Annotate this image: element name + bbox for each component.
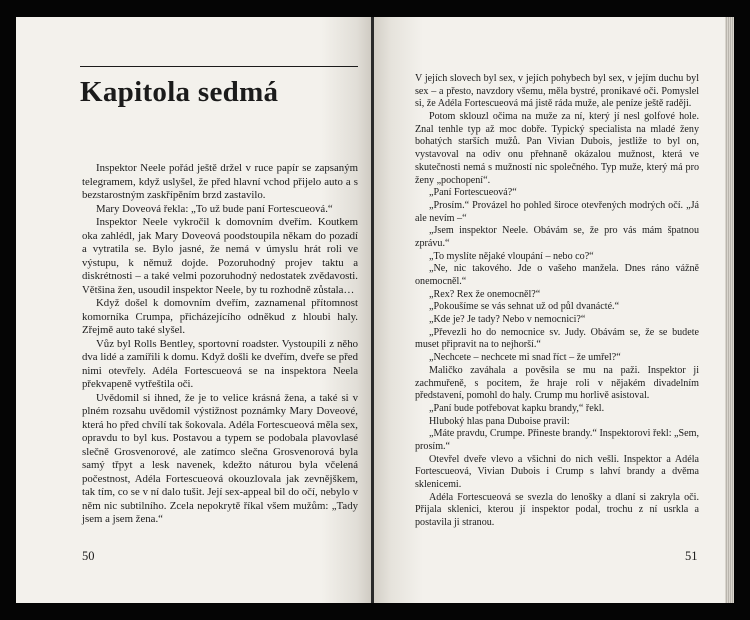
paragraph: Mary Doveová řekla: „To už bude paní Fortescueová.“ [96,202,333,215]
paragraph: „Pokoušíme se vás sehnat už od půl dvanácté.“ [429,301,620,313]
chapter-rule [80,66,358,67]
paragraph: „Máte pravdu, Crumpe. Přineste brandy.“ Inspektorovi řekl: „Sem, prosím.“ [415,428,699,452]
paragraph: Hluboký hlas pana Duboise pravil: [429,415,570,427]
paragraph: Adéla Fortescueová se svezla do lenošky a dlaní si zakryla oči. Přijala sklenici, kterou jí inspektor podal, trochu z ní usrkla a postavila ji stranou. [415,491,699,529]
paragraph: „Paní Fortescueová?“ [429,187,517,199]
right-page [374,17,725,603]
paragraph: „Ne, nic takového. Jde o vašeho manžela. Dnes ráno vážně onemocněl.“ [415,263,699,287]
paragraph: Potom sklouzl očima na muže za ní, který jí nesl golfové hole. Znal tenhle typ až moc dobře. Typický specialista na mladé ženy bohatých starších mužů. Pan Vivian Dubois, jestliže to byl on, vystavoval na odiv onu přehnaně okázalou mužnost, která ve skutečnosti nemá s mužností nic společného. Typ muže, který má pro ženy „pochopení“. [415,111,699,186]
paragraph: Když došel k domovním dveřím, zaznamenal přítomnost komorníka Crumpa, přicházejícího odněkud z hloubi haly. Zřejmě auto také slyšel. [82,297,358,337]
paragraph: Inspektor Neele vykročil k domovním dveřím. Koutkem oka zahlédl, jak Mary Doveová poodstoupila někam do pozadí a vytratila se. Bylo jasné, že nemá v úmyslu hrát roli ve výstupu, k němuž dojde. Pozoruhodný projev taktu a diskrétnosti – a také velmi pozoruhodný nedostatek zvědavosti. Většina žen, usoudil inspektor Neele, by tu rozhodně zůstala… [82,216,358,296]
paragraph: „Nechcete – nechcete mi snad říct – že umřel?“ [429,352,621,364]
book-spread [16,17,734,603]
right-page-text [415,73,699,530]
paragraph: „Kde je? Je tady? Nebo v nemocnici?“ [429,314,586,326]
paragraph: „Paní bude potřebovat kapku brandy,“ řekl. [429,402,605,414]
paragraph: Maličko zaváhala a pověsila se mu na paži. Inspektor ji zachmuřeně, s pocitem, že hraje roli v nějakém divadelním představení, pomohl do haly. Crump mu horlivě asistoval. [415,364,699,402]
paragraph: Uvědomil si ihned, že je to velice krásná žena, a také si v plném rozsahu uvědomil výstižnost poznámky Mary Doveové, která ho před chvílí tak šokovala. Adéla Fortescueová měla sex, opravdu to byl kus. Postavou a typem se podobala plavovlasé slečně Grosvenorové, ale zatímco slečna Grosvenorová byla samý třpyt a lesk navenek, kdežto náturou byla včelená počestnost, Adéla Fortescueová okouzlovala jak zevnějškem, tak tím, co se v ní dalo tušit. Její sex-appeal bil do očí, nebylo v něm nic subtilního. Zcela nepokrytě říkal všem mužům: „Tady jsem a jsem žena.“ [82,391,358,526]
paragraph: Inspektor Neele pořád ještě držel v ruce papír se zapsaným telegramem, když uslyšel, že před hlavní vchod přijelo auto a s bezstarostným zaskřípěním brzd zastavilo. [82,162,358,202]
page-number: 50 [82,549,95,563]
page-edges [725,17,734,603]
left-page [16,17,371,603]
paragraph: Vůz byl Rolls Bentley, sportovní roadster. Vystoupili z něho dva lidé a zamířili k domu. Když došli ke dveřím, dveře se před nimi otevřely. Adéla Fortescueová se na inspektora Neela překvapeně vytřeštila oči. [82,337,358,391]
paragraph: Otevřel dveře vlevo a všichni do nich vešli. Inspektor a Adéla Fortescueová, Vivian Dubois i Crump s lahví brandy a dvěma sklenicemi. [415,453,699,490]
page-number: 51 [685,549,698,563]
paragraph: „Převezli ho do nemocnice sv. Judy. Obávám se, že se budete muset připravit na to nejhorší.“ [415,326,699,351]
paragraph: „Jsem inspektor Neele. Obávám se, že pro vás mám špatnou zprávu.“ [415,225,699,249]
paragraph: V jejích slovech byl sex, v jejích pohybech byl sex, v jejím duchu byl sex – a přesto, navzdory všemu, měla bystré, pronikavé oči. Pomyslel si, že Adéla Fortescueová má jistě ráda muže, ale peníze ještě raději. [415,73,699,110]
chapter-title: Kapitola sedmá [80,76,279,108]
paragraph: „Rex? Rex že onemocněl?“ [429,288,541,300]
paragraph: „To myslíte nějaké vloupání – nebo co?“ [429,250,594,262]
paragraph: „Prosím.“ Provázel ho pohled široce otevřených modrých očí. „Já ale nevím –“ [415,199,699,224]
left-page-text [82,162,358,527]
